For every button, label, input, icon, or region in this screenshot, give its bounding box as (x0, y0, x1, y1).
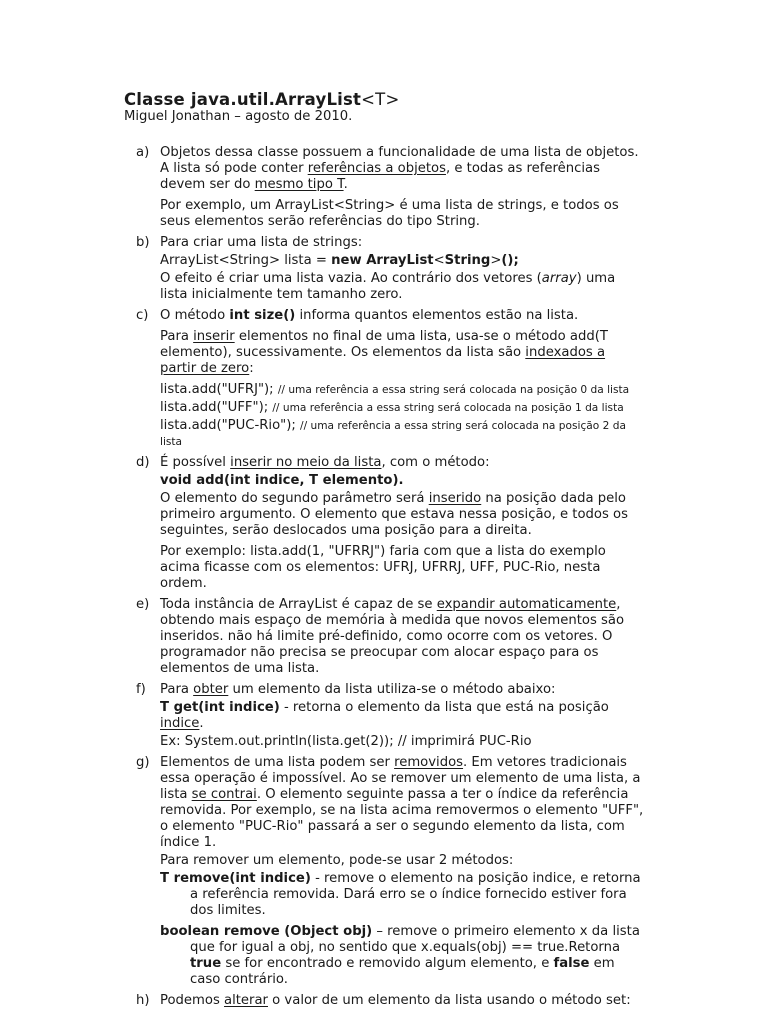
code-comment: // uma referência a essa string será colocada na posição 2 da lista (160, 420, 626, 448)
paragraph (160, 308, 644, 324)
paragraph (160, 455, 644, 471)
underlined-text: mesmo tipo T (254, 177, 344, 192)
text: em caso contrário. (190, 956, 615, 987)
item-letter: c) (136, 308, 149, 323)
method-signature (160, 473, 644, 489)
paragraph (160, 145, 644, 193)
list-item-a (124, 145, 644, 230)
document-title (124, 90, 400, 110)
text: É possível (160, 455, 231, 470)
text: . O elemento seguinte passa a ter o índice da referência removida. Por exemplo, se na lista acima removermos o elemento "UFF", o elemento "PUC-Rio" passará a ser o segundo elemento da lista, com índice 1. (160, 787, 644, 850)
text: elementos no final de uma lista, usa-se o método add(T elemento), sucessivamente. Os elementos da lista são (160, 329, 608, 360)
item-letter: a) (136, 145, 150, 160)
bold-text: boolean remove (Object obj) (160, 924, 373, 939)
text: lista.add("PUC-Rio"); (160, 418, 300, 433)
underlined-text: expandir automaticamente (436, 597, 617, 612)
code-example (160, 400, 644, 416)
text: ArrayList<String> lista = (160, 253, 332, 268)
bold-text: void add(int indice, T elemento). (160, 473, 404, 488)
method-description (160, 924, 644, 988)
method-description (160, 871, 644, 919)
title-generic: <T> (361, 90, 400, 109)
text: . (199, 716, 204, 731)
underlined-text: inserir (193, 329, 235, 344)
list-item-d (124, 455, 644, 592)
paragraph (160, 491, 644, 539)
item-letter: d) (136, 455, 150, 470)
title-text: Classe java.util.ArrayList (124, 90, 362, 109)
item-letter: b) (136, 235, 150, 250)
code-comment: // uma referência a essa string será colocada na posição 1 da lista (272, 402, 624, 414)
list-item-g (124, 755, 644, 988)
bold-text: (); (501, 253, 519, 268)
paragraph: Para criar uma lista de strings: (160, 235, 363, 250)
item-letter: h) (136, 993, 150, 1008)
underlined-text: inserir no meio da lista (230, 455, 382, 470)
text: > (490, 253, 502, 268)
text: - retorna o elemento da lista que está na posição (279, 700, 609, 715)
text: O elemento do segundo parâmetro será (160, 491, 429, 506)
text: : (249, 361, 254, 376)
text: – remove o primeiro elemento x da lista que for igual a obj, no sentido que x.equals(obj) == true.Retorna (190, 924, 640, 955)
text: Podemos (160, 993, 225, 1008)
text: na posição dada pelo primeiro argumento. O elemento que estava nessa posição, e todos os seguintes, serão deslocados uma posição para a direita. (160, 491, 628, 538)
text: lista.add("UFF"); (160, 400, 273, 415)
underlined-text: alterar (224, 993, 268, 1008)
code-comment: // uma referência a essa string será colocada na posição 0 da lista (277, 384, 630, 396)
underlined-text: se contrai (191, 787, 257, 802)
code-example: Ex: System.out.println(lista.get(2)); // imprimirá PUC-Rio (160, 734, 532, 749)
item-letter: e) (136, 597, 150, 612)
text: , obtendo mais espaço de memória à medida que novos elementos são inseridos. não há limite pré-definido, como ocorre com os vetores. O programador não precisa se preocupar com alocar espaço para os elementos de uma lista. (160, 597, 625, 676)
text: informa quantos elementos estão na lista. (295, 308, 579, 323)
bold-text: true (190, 956, 222, 971)
text: Para (160, 329, 194, 344)
bold-text: false (553, 956, 590, 971)
text: Toda instância de ArrayList é capaz de se (160, 597, 437, 612)
paragraph: Para remover um elemento, pode-se usar 2 métodos: (160, 853, 514, 868)
bold-text: T get(int indice) (160, 700, 280, 715)
list-item-b (124, 235, 644, 303)
item-list (124, 145, 644, 1014)
text: o valor de um elemento da lista usando o método set: (267, 993, 631, 1008)
text: . Em vetores tradicionais essa operação é impossível. Ao se remover um elemento de uma lista, a lista (160, 755, 641, 802)
underlined-text: inserido (428, 491, 482, 506)
bold-text: int size() (229, 308, 296, 323)
bold-text: T remove(int indice) (160, 871, 311, 886)
text: um elemento da lista utiliza-se o método abaixo: (228, 682, 556, 697)
italic-text: array (541, 271, 577, 286)
text: ) uma lista inicialmente tem tamanho zero. (160, 271, 616, 302)
text: Elementos de uma lista podem ser (160, 755, 395, 770)
text: . (343, 177, 348, 192)
text: lista.add("UFRJ"); (160, 382, 278, 397)
paragraph (160, 271, 644, 303)
author-line: Miguel Jonathan – agosto de 2010. (124, 109, 353, 124)
text: O efeito é criar uma lista vazia. Ao contrário dos vetores ( (160, 271, 542, 286)
underlined-text: obter (193, 682, 229, 697)
code-line (160, 253, 644, 269)
item-letter: f) (136, 682, 146, 697)
underlined-text: removidos (394, 755, 464, 770)
code-example (160, 418, 644, 450)
paragraph (160, 993, 644, 1009)
list-item-h (124, 993, 644, 1009)
paragraph: Por exemplo, um ArrayList<String> é uma lista de strings, e todos os seus elementos serão referências do tipo String. (160, 198, 619, 229)
bold-text: String (444, 253, 491, 268)
text: , e todas as referências devem ser do (160, 161, 601, 192)
underlined-text: indice (160, 716, 200, 731)
text: se for encontrado e removido algum elemento, e (221, 956, 554, 971)
list-item-e (124, 597, 644, 677)
paragraph (160, 597, 644, 677)
paragraph (160, 329, 644, 377)
text: < (433, 253, 445, 268)
text: - remove o elemento na posição indice, e retorna a referência removida. Dará erro se o índice fornecido estiver fora dos limites. (190, 871, 641, 918)
text: , com o método: (381, 455, 490, 470)
list-item-f (124, 682, 644, 750)
method-description (160, 700, 644, 732)
paragraph (160, 755, 644, 851)
underlined-text: indexados a partir de zero (160, 345, 606, 376)
code-example (160, 382, 644, 398)
paragraph (160, 682, 644, 698)
bold-text: new ArrayList (331, 253, 434, 268)
text: O método (160, 308, 230, 323)
text: Objetos dessa classe possuem a funcionalidade de uma lista de objetos. A lista só pode conter (160, 145, 639, 176)
item-letter: g) (136, 755, 150, 770)
underlined-text: referências a objetos (307, 161, 446, 176)
text: Para (160, 682, 194, 697)
paragraph: Por exemplo: lista.add(1, "UFRRJ") faria com que a lista do exemplo acima ficasse com os elementos: UFRJ, UFRRJ, UFF, PUC-Rio, nesta ordem. (160, 544, 606, 591)
list-item-c (124, 308, 644, 450)
